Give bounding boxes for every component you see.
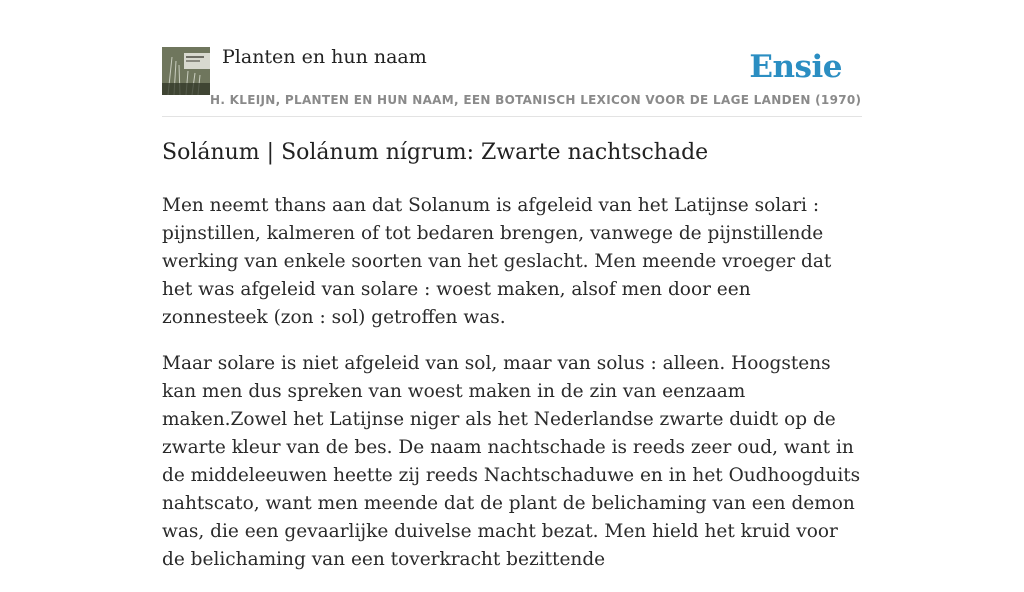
paragraph: Men neemt thans aan dat Solanum is afgeleid van het Latijnse solari : pijnstillen, kalmeren of tot bedaren brengen, vanwege de pijnstillende werking van enkele soorten van het geslacht. Men meende vroeger dat het was afgeleid van solare : woest maken, alsof men door een zonnesteek (zon : sol) getroffen was. [162,195,832,328]
book-title[interactable]: Planten en hun naam [222,46,427,68]
ensie-logo[interactable]: Ensie [749,49,842,85]
entry-title: Solánum | Solánum nígrum: Zwarte nachtschade [162,140,709,165]
paragraph: Maar solare is niet afgeleid van sol, maar van solus : alleen. Hoogstens kan men dus spreken van woest maken in de zin van eenzaam maken.Zowel het Latijnse niger als het Nederlandse zwarte duidt op de zwarte kleur van de bes. De naam nachtschade is reeds zeer oud, want in de middeleeuwen heette zij reeds Nachtschaduwe en in het Oudhoogduits nahtscato, want men meende dat de plant de belichaming van een demon was, die een gevaarlijke duivelse macht bezat. Men hield het kruid voor de belichaming van een toverkracht bezittende [162,353,861,570]
source-citation: H. KLEIJN, PLANTEN EN HUN NAAM, EEN BOTANISCH LEXICON VOOR DE LAGE LANDEN (1970) [210,93,862,107]
book-cover-image [162,47,210,95]
book-cover-avatar[interactable] [162,47,210,95]
header [162,44,862,117]
entry-content [162,192,862,592]
